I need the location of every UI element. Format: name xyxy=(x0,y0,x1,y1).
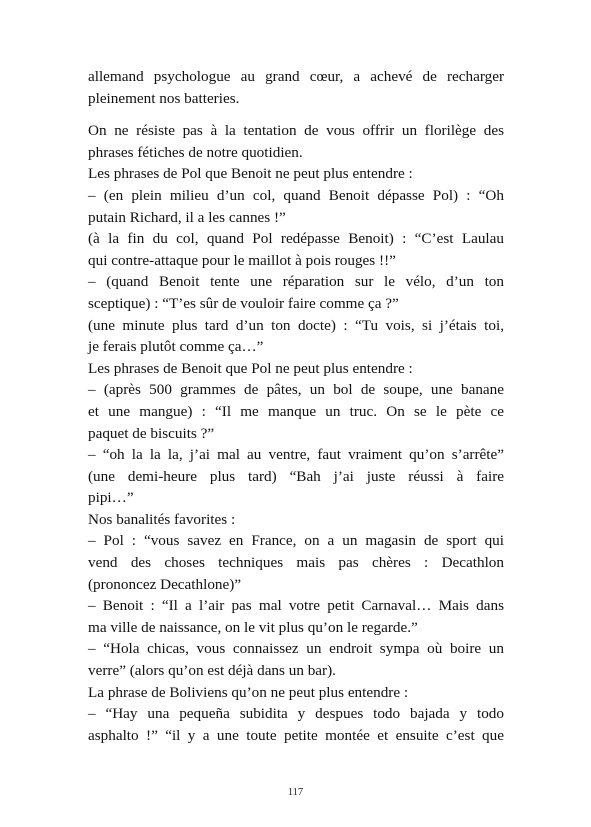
text-line: (prononcez Decathlone)” xyxy=(88,575,242,593)
page-text xyxy=(88,66,504,746)
text-line: Nos banalités favorites : xyxy=(88,510,236,528)
text-line: verre” (alors qu’on est déjà dans un bar). xyxy=(88,662,336,680)
text-line: qui contre-attaque pour le maillot à pois rouges !!” xyxy=(88,251,396,269)
text-line: – (après 500 grammes de pâtes, un bol de soupe, une banane xyxy=(88,381,504,399)
text-line: paquet de biscuits ?” xyxy=(88,424,215,442)
text-line: phrases fétiches de notre quotidien. xyxy=(88,143,303,161)
text-line: – Benoit : “Il a l’air pas mal votre petit Carnaval… Mais dans xyxy=(88,597,504,615)
text-line: vend des choses techniques mais pas chères : Decathlon xyxy=(88,554,504,572)
text-line: (une minute plus tard d’un ton docte) : “Tu vois, si j’étais toi, xyxy=(88,316,504,334)
text-line: – (quand Benoit tente une réparation sur le vélo, d’un ton xyxy=(88,273,504,291)
text-line: ma ville de naissance, on le vit plus qu’on le regarde.” xyxy=(88,618,418,636)
text-line: (à la fin du col, quand Pol redépasse Benoit) : “C’est Laulau xyxy=(88,230,504,248)
text-line: (une demi-heure plus tard) “Bah j’ai juste réussi à faire xyxy=(88,467,504,485)
text-line: putain Richard, il a les cannes !” xyxy=(88,208,286,226)
text-line: – Pol : “vous savez en France, on a un magasin de sport qui xyxy=(88,532,504,550)
text-line: et une mangue) : “Il me manque un truc. On se le pète ce xyxy=(88,402,504,420)
text-line: pleinement nos batteries. xyxy=(88,89,240,107)
text-line: asphalto !” “il y a une toute petite montée et ensuite c’est que xyxy=(88,726,504,744)
text-line: Les phrases de Benoit que Pol ne peut plus entendre : xyxy=(88,359,413,377)
text-line: sceptique) : “T’es sûr de vouloir faire comme ça ?” xyxy=(88,294,399,312)
text-line: – “Hay una pequeña subidita y despues todo bajada y todo xyxy=(88,705,504,723)
text-line: La phrase de Boliviens qu’on ne peut plus entendre : xyxy=(88,683,409,701)
text-line: allemand psychologue au grand cœur, a achevé de recharger xyxy=(88,68,504,85)
text-line: – “Hola chicas, vous connaissez un endroit sympa où boire un xyxy=(88,640,504,658)
text-line: pipi…” xyxy=(88,489,134,507)
text-line: Les phrases de Pol que Benoit ne peut plus entendre : xyxy=(88,165,413,183)
page-number: 117 xyxy=(287,787,304,798)
text-line: je ferais plutôt comme ça…” xyxy=(88,338,264,356)
text-line: – (en plein milieu d’un col, quand Benoit dépasse Pol) : “Oh xyxy=(88,186,504,204)
text-line: On ne résiste pas à la tentation de vous offrir un florilège des xyxy=(88,122,504,140)
text-line: – “oh la la la, j’ai mal au ventre, faut vraiment qu’on s’arrête” xyxy=(88,446,504,464)
